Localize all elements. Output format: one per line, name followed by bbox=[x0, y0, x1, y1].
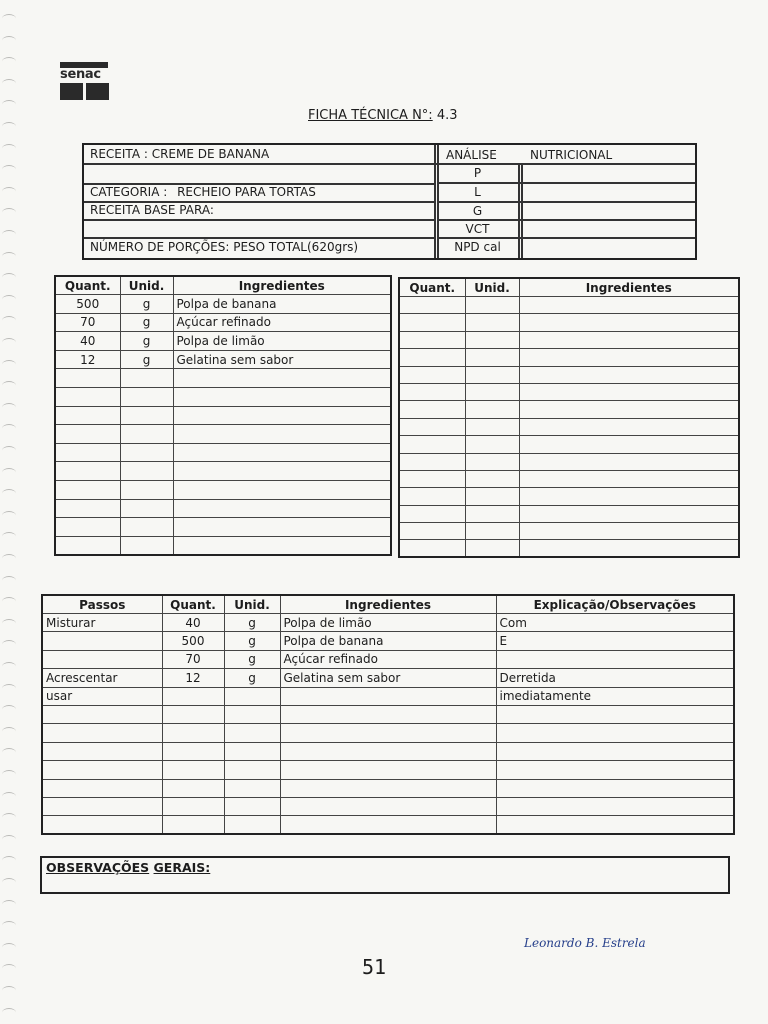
table-cell bbox=[173, 536, 391, 555]
table-row bbox=[55, 387, 391, 406]
table-cell bbox=[173, 462, 391, 481]
table-cell bbox=[519, 349, 739, 366]
table-cell bbox=[465, 540, 519, 557]
table-cell: Misturar bbox=[42, 614, 162, 632]
categoria-label: CATEGORIA : bbox=[90, 185, 168, 199]
steps-table bbox=[41, 594, 735, 835]
nutri-row-vct: VCT bbox=[465, 222, 490, 236]
table-cell bbox=[173, 443, 391, 462]
table-cell bbox=[399, 523, 465, 540]
logo-text: senac bbox=[60, 67, 101, 82]
table-cell bbox=[42, 816, 162, 834]
table-row bbox=[399, 488, 739, 505]
table-cell: g bbox=[224, 632, 280, 650]
table-cell bbox=[224, 797, 280, 815]
table-cell bbox=[42, 797, 162, 815]
table-cell bbox=[519, 505, 739, 522]
table-cell bbox=[224, 779, 280, 797]
table-header-row bbox=[42, 595, 734, 614]
col-header-unid: Unid. bbox=[224, 595, 280, 614]
table-cell bbox=[465, 349, 519, 366]
table-row bbox=[42, 669, 734, 687]
table-row bbox=[399, 523, 739, 540]
table-cell bbox=[519, 488, 739, 505]
table-row bbox=[42, 797, 734, 815]
table-cell bbox=[173, 425, 391, 444]
signature: Leonardo B. Estrela bbox=[524, 936, 646, 950]
table-header-row bbox=[55, 276, 391, 295]
page-title bbox=[308, 108, 458, 123]
nutri-row-g: G bbox=[472, 204, 483, 218]
table-cell bbox=[399, 453, 465, 470]
table-cell bbox=[465, 436, 519, 453]
table-cell: Açúcar refinado bbox=[280, 650, 496, 668]
title-number: 4.3 bbox=[436, 108, 458, 123]
table-cell bbox=[55, 425, 120, 444]
categoria-value: RECHEIO PARA TORTAS bbox=[177, 185, 316, 199]
table-cell bbox=[465, 401, 519, 418]
table-row bbox=[399, 540, 739, 557]
table-header-row bbox=[399, 278, 739, 297]
table-cell bbox=[173, 480, 391, 499]
table-cell: 40 bbox=[55, 332, 120, 351]
table-cell bbox=[496, 742, 734, 760]
nutri-row-npd: NPD cal bbox=[454, 240, 501, 254]
table-cell bbox=[42, 724, 162, 742]
table-cell bbox=[496, 650, 734, 668]
notebook-spiral-margin bbox=[0, 0, 22, 1024]
table-cell bbox=[42, 779, 162, 797]
table-row bbox=[55, 350, 391, 369]
table-cell bbox=[465, 470, 519, 487]
col-header-unid: Unid. bbox=[465, 278, 519, 297]
table-cell: usar bbox=[42, 687, 162, 705]
table-cell bbox=[173, 406, 391, 425]
table-cell bbox=[465, 314, 519, 331]
col-header-quant: Quant. bbox=[55, 276, 120, 295]
table-cell bbox=[120, 536, 173, 555]
title-label: FICHA TÉCNICA N°: bbox=[308, 108, 433, 123]
table-cell bbox=[55, 480, 120, 499]
table-row bbox=[399, 418, 739, 435]
table-row bbox=[42, 816, 734, 834]
table-row bbox=[55, 443, 391, 462]
table-cell: 12 bbox=[55, 350, 120, 369]
table-cell: g bbox=[120, 295, 173, 314]
table-cell bbox=[280, 724, 496, 742]
table-cell bbox=[162, 797, 224, 815]
table-cell bbox=[120, 443, 173, 462]
table-row bbox=[399, 383, 739, 400]
nutricional-title-right: NUTRICIONAL bbox=[530, 148, 613, 162]
table-cell bbox=[55, 536, 120, 555]
table-cell bbox=[399, 505, 465, 522]
col-header-passos: Passos bbox=[42, 595, 162, 614]
table-cell: g bbox=[224, 614, 280, 632]
table-cell bbox=[280, 779, 496, 797]
table-cell: 70 bbox=[162, 650, 224, 668]
table-cell bbox=[120, 387, 173, 406]
table-cell bbox=[42, 632, 162, 650]
table-cell bbox=[162, 742, 224, 760]
table-cell bbox=[496, 724, 734, 742]
table-cell bbox=[120, 499, 173, 518]
table-cell: 500 bbox=[55, 295, 120, 314]
table-row bbox=[55, 295, 391, 314]
table-cell bbox=[496, 761, 734, 779]
table-cell bbox=[55, 443, 120, 462]
table-row bbox=[55, 518, 391, 537]
nutri-row-p: P bbox=[473, 166, 482, 180]
table-cell bbox=[55, 499, 120, 518]
table-cell bbox=[55, 462, 120, 481]
table-cell bbox=[224, 816, 280, 834]
table-cell: g bbox=[120, 313, 173, 332]
col-header-ingredientes: Ingredientes bbox=[280, 595, 496, 614]
table-row bbox=[55, 313, 391, 332]
col-header-unid: Unid. bbox=[120, 276, 173, 295]
table-row bbox=[399, 453, 739, 470]
table-cell bbox=[496, 816, 734, 834]
table-row bbox=[42, 614, 734, 632]
table-cell bbox=[224, 705, 280, 723]
table-row bbox=[42, 761, 734, 779]
table-cell: g bbox=[120, 350, 173, 369]
table-row bbox=[399, 436, 739, 453]
table-cell bbox=[399, 331, 465, 348]
table-row bbox=[42, 779, 734, 797]
table-row bbox=[55, 332, 391, 351]
table-cell bbox=[399, 349, 465, 366]
table-cell bbox=[280, 816, 496, 834]
table-cell bbox=[519, 331, 739, 348]
col-header-ingredientes: Ingredientes bbox=[519, 278, 739, 297]
table-cell bbox=[120, 480, 173, 499]
table-cell bbox=[173, 369, 391, 388]
table-row bbox=[55, 536, 391, 555]
table-cell bbox=[55, 387, 120, 406]
table-cell bbox=[162, 761, 224, 779]
table-cell bbox=[519, 401, 739, 418]
table-cell bbox=[280, 705, 496, 723]
col-header-quant: Quant. bbox=[399, 278, 465, 297]
observacoes-label-a: OBSERVAÇÕES bbox=[46, 860, 150, 875]
table-cell bbox=[224, 761, 280, 779]
col-header-explicacao: Explicação/Observações bbox=[496, 595, 734, 614]
table-cell bbox=[173, 387, 391, 406]
table-row bbox=[399, 331, 739, 348]
table-row bbox=[399, 349, 739, 366]
table-cell bbox=[519, 297, 739, 314]
table-cell bbox=[399, 383, 465, 400]
table-cell: g bbox=[224, 650, 280, 668]
table-cell bbox=[519, 314, 739, 331]
table-cell bbox=[519, 470, 739, 487]
table-row bbox=[399, 470, 739, 487]
table-cell bbox=[120, 425, 173, 444]
receita-label: RECEITA : bbox=[90, 147, 148, 161]
table-cell: Polpa de banana bbox=[173, 295, 391, 314]
table-cell bbox=[465, 297, 519, 314]
table-cell bbox=[280, 742, 496, 760]
table-cell: Polpa de banana bbox=[280, 632, 496, 650]
recipe-header-box bbox=[82, 143, 697, 260]
table-cell bbox=[465, 331, 519, 348]
table-cell bbox=[42, 761, 162, 779]
table-cell bbox=[42, 650, 162, 668]
table-cell bbox=[399, 540, 465, 557]
table-cell bbox=[465, 505, 519, 522]
table-cell bbox=[224, 742, 280, 760]
table-cell bbox=[519, 540, 739, 557]
table-row bbox=[42, 705, 734, 723]
table-cell bbox=[399, 297, 465, 314]
table-cell bbox=[465, 366, 519, 383]
table-cell: imediatamente bbox=[496, 687, 734, 705]
table-cell bbox=[120, 369, 173, 388]
table-cell bbox=[519, 418, 739, 435]
table-cell bbox=[496, 779, 734, 797]
table-cell bbox=[465, 418, 519, 435]
table-cell bbox=[519, 366, 739, 383]
table-cell bbox=[465, 523, 519, 540]
receita-value: CREME DE BANANA bbox=[151, 147, 270, 161]
table-cell bbox=[162, 687, 224, 705]
table-cell: Acrescentar bbox=[42, 669, 162, 687]
page-number: 51 bbox=[362, 955, 387, 979]
table-row bbox=[42, 742, 734, 760]
table-row bbox=[55, 425, 391, 444]
table-cell bbox=[519, 523, 739, 540]
table-cell bbox=[399, 401, 465, 418]
table-row bbox=[55, 480, 391, 499]
table-cell: 12 bbox=[162, 669, 224, 687]
table-cell bbox=[55, 518, 120, 537]
table-cell bbox=[496, 797, 734, 815]
table-cell bbox=[465, 488, 519, 505]
table-row bbox=[55, 499, 391, 518]
table-row bbox=[55, 406, 391, 425]
nutri-row-l: L bbox=[474, 185, 481, 199]
table-cell bbox=[399, 418, 465, 435]
table-row bbox=[42, 650, 734, 668]
table-cell bbox=[173, 499, 391, 518]
table-row bbox=[42, 687, 734, 705]
nutricional-title-left: ANÁLISE bbox=[446, 148, 497, 162]
table-row bbox=[399, 297, 739, 314]
table-cell bbox=[280, 761, 496, 779]
table-row bbox=[399, 366, 739, 383]
table-cell bbox=[465, 383, 519, 400]
table-cell bbox=[120, 462, 173, 481]
table-cell bbox=[173, 518, 391, 537]
table-cell bbox=[42, 742, 162, 760]
table-cell bbox=[162, 779, 224, 797]
table-cell bbox=[162, 724, 224, 742]
table-cell: Açúcar refinado bbox=[173, 313, 391, 332]
table-row bbox=[399, 505, 739, 522]
table-cell: E bbox=[496, 632, 734, 650]
table-cell bbox=[55, 406, 120, 425]
table-cell: Gelatina sem sabor bbox=[280, 669, 496, 687]
observacoes-gerais-box bbox=[40, 856, 730, 894]
table-cell bbox=[42, 705, 162, 723]
table-cell bbox=[120, 406, 173, 425]
table-cell bbox=[399, 366, 465, 383]
table-cell bbox=[120, 518, 173, 537]
table-cell: g bbox=[224, 669, 280, 687]
table-row bbox=[399, 314, 739, 331]
table-row bbox=[55, 369, 391, 388]
table-cell bbox=[465, 453, 519, 470]
table-row bbox=[399, 401, 739, 418]
ingredients-table-left bbox=[54, 275, 392, 556]
table-cell bbox=[519, 436, 739, 453]
ingredients-table-right bbox=[398, 277, 740, 558]
table-cell bbox=[55, 369, 120, 388]
table-cell: Com bbox=[496, 614, 734, 632]
table-cell bbox=[280, 797, 496, 815]
table-row bbox=[55, 462, 391, 481]
table-cell: Polpa de limão bbox=[280, 614, 496, 632]
table-cell bbox=[280, 687, 496, 705]
table-cell bbox=[399, 470, 465, 487]
observacoes-label-b: GERAIS: bbox=[153, 860, 211, 875]
porcoes-label: NÚMERO DE PORÇÕES: PESO TOTAL(620grs) bbox=[90, 240, 359, 254]
table-row bbox=[42, 724, 734, 742]
table-cell bbox=[519, 453, 739, 470]
table-cell: 500 bbox=[162, 632, 224, 650]
table-cell: Derretida bbox=[496, 669, 734, 687]
table-cell: g bbox=[120, 332, 173, 351]
receita-base-label: RECEITA BASE PARA: bbox=[90, 203, 214, 217]
table-row bbox=[42, 632, 734, 650]
table-cell: Polpa de limão bbox=[173, 332, 391, 351]
col-header-ingredientes: Ingredientes bbox=[173, 276, 391, 295]
table-cell bbox=[399, 436, 465, 453]
table-cell bbox=[519, 383, 739, 400]
table-cell bbox=[162, 816, 224, 834]
table-cell: 70 bbox=[55, 313, 120, 332]
table-cell bbox=[162, 705, 224, 723]
col-header-quant: Quant. bbox=[162, 595, 224, 614]
table-cell: 40 bbox=[162, 614, 224, 632]
table-cell: Gelatina sem sabor bbox=[173, 350, 391, 369]
table-cell bbox=[399, 314, 465, 331]
table-cell bbox=[224, 687, 280, 705]
table-cell bbox=[399, 488, 465, 505]
senac-logo bbox=[60, 62, 110, 100]
table-cell bbox=[496, 705, 734, 723]
table-cell bbox=[224, 724, 280, 742]
